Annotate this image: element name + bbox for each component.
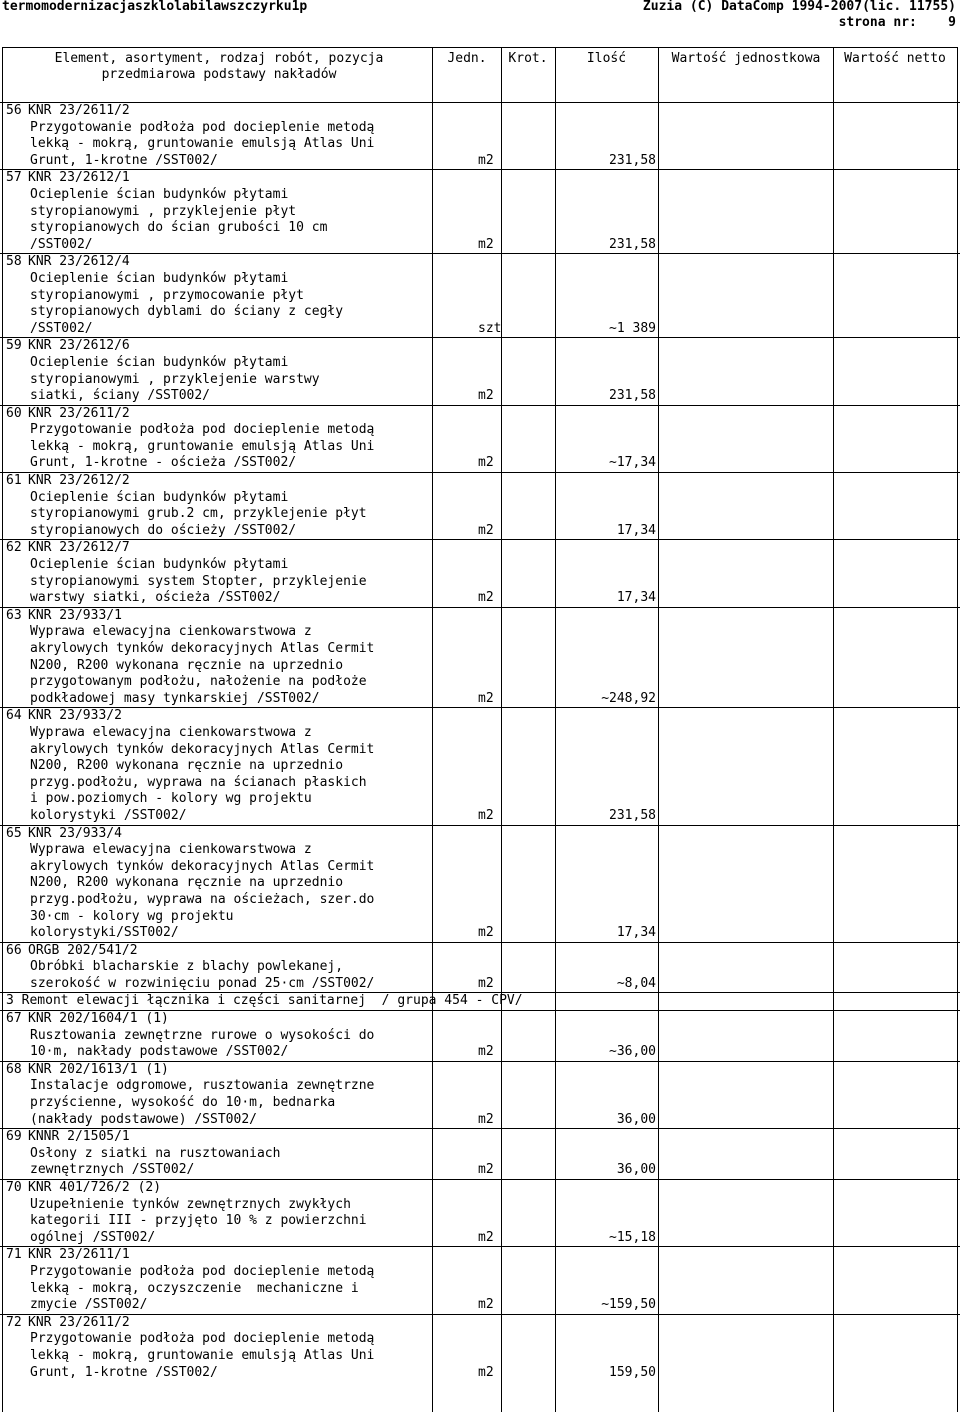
description-line <box>0 271 960 288</box>
description-line <box>0 590 960 607</box>
description-line <box>0 439 960 456</box>
item-code: KNR 202/1604/1 (1) <box>28 1011 169 1027</box>
description-line <box>0 725 960 742</box>
item-number: 66 <box>6 942 22 958</box>
description-line <box>0 641 960 658</box>
item-number: 64 <box>6 708 22 724</box>
description-text: kolorystyki /SST002/ <box>30 807 187 823</box>
quantity-cell: 231,58 <box>609 152 656 168</box>
unit-cell: m2 <box>478 522 494 538</box>
description-line <box>0 136 960 153</box>
description-line <box>0 976 960 993</box>
description-line <box>0 658 960 675</box>
table-row <box>0 942 960 993</box>
description-text: N200, R200 wykonana ręcznie na uprzednio <box>30 875 344 891</box>
description-text: Ocieplenie ścian budynków płytami <box>30 186 289 202</box>
description-text: styropianowych do ścian grubości 10 cm <box>30 220 328 236</box>
quantity-cell: ~15,18 <box>609 1229 656 1245</box>
description-line <box>0 388 960 405</box>
description-line <box>0 237 960 254</box>
description-line <box>0 490 960 507</box>
description-text: lekką - mokrą, gruntowanie emulsją Atlas Uni <box>30 136 375 152</box>
table-row <box>0 405 960 472</box>
description-line <box>0 1044 960 1061</box>
page-number: 9 <box>948 15 956 30</box>
description-line <box>0 859 960 876</box>
item-number: 61 <box>6 473 22 489</box>
row-code-line <box>0 1315 960 1332</box>
page-number-line <box>839 16 956 30</box>
description-line <box>0 153 960 170</box>
unit-cell: m2 <box>478 388 494 404</box>
unit-cell: m2 <box>478 590 494 606</box>
table-row <box>0 1246 960 1313</box>
row-code-line <box>0 943 960 960</box>
quantity-cell: 36,00 <box>616 1162 656 1178</box>
description-line <box>0 959 960 976</box>
description-line <box>0 1365 960 1382</box>
description-text: styropianowymi , przyklejenie warstwy <box>30 371 320 387</box>
document-title: termomodernizacjaszklolabilawszczyrku1p <box>2 0 308 14</box>
row-code-line <box>0 1247 960 1264</box>
quantity-cell: 159,50 <box>609 1364 656 1380</box>
quantity-cell: ~1 389 <box>609 320 656 336</box>
unit-cell: m2 <box>478 1364 494 1380</box>
description-text: podkładowej masy tynkarskiej /SST002/ <box>30 690 320 706</box>
description-line <box>0 288 960 305</box>
row-code-line <box>0 826 960 843</box>
description-line <box>0 1281 960 1298</box>
description-line <box>0 321 960 338</box>
description-text: i pow.poziomych - kolory wg projektu <box>30 791 312 807</box>
item-code: KNR 23/2612/1 <box>28 170 130 186</box>
table-row <box>0 1010 960 1061</box>
description-line <box>0 1095 960 1112</box>
description-text: Rusztowania zewnętrzne rurowe o wysokości do <box>30 1027 375 1043</box>
quantity-cell: 231,58 <box>609 388 656 404</box>
item-number: 60 <box>6 405 22 421</box>
unit-cell: szt <box>478 320 502 336</box>
description-line <box>0 925 960 942</box>
software-info: Zuzia (C) DataComp 1994-2007(lic. 11755) <box>642 0 956 14</box>
quantity-cell: 231,58 <box>609 236 656 252</box>
table-row <box>0 607 960 708</box>
description-line <box>0 909 960 926</box>
item-code: KNNR 2/1505/1 <box>28 1129 130 1145</box>
column-header-short: Krot. <box>508 51 548 66</box>
item-number: 71 <box>6 1247 22 1263</box>
description-line <box>0 1230 960 1247</box>
description-line <box>0 775 960 792</box>
column-header-unit: Jedn. <box>447 51 487 66</box>
item-code: KNR 23/2612/6 <box>28 338 130 354</box>
quantity-cell: ~8,04 <box>616 975 656 991</box>
item-number: 56 <box>6 103 22 118</box>
quantity-cell: ~36,00 <box>609 1044 656 1060</box>
row-code-line <box>0 103 960 120</box>
unit-cell: m2 <box>478 236 494 252</box>
description-line <box>0 523 960 540</box>
unit-cell: m2 <box>478 455 494 471</box>
description-text: styropianowych dyblami do ściany z cegły <box>30 304 344 320</box>
quantity-cell: ~17,34 <box>609 455 656 471</box>
description-text: styropianowymi , przymocowanie płyt <box>30 287 304 303</box>
item-code: KNR 23/933/1 <box>28 607 122 623</box>
description-text: Ocieplenie ścian budynków płytami <box>30 354 289 370</box>
description-text: (nakłady podstawowe) /SST002/ <box>30 1111 257 1127</box>
quantity-cell: 231,58 <box>609 807 656 823</box>
description-text: Wyprawa elewacyjna cienkowarstwowa z <box>30 842 312 858</box>
description-text: Przygotowanie podłoża pod docieplenie metodą <box>30 1331 375 1347</box>
description-line <box>0 204 960 221</box>
unit-cell: m2 <box>478 1044 494 1060</box>
item-number: 63 <box>6 607 22 623</box>
description-line <box>0 355 960 372</box>
description-text: Przygotowanie podłoża pod docieplenie metodą <box>30 119 375 135</box>
row-code-line <box>0 170 960 187</box>
item-code: KNR 23/2611/2 <box>28 405 130 421</box>
row-code-line <box>0 540 960 557</box>
unit-cell: m2 <box>478 975 494 991</box>
table-row <box>0 825 960 942</box>
description-line <box>0 691 960 708</box>
unit-cell: m2 <box>478 1297 494 1313</box>
description-text: Przygotowanie podłoża pod docieplenie metodą <box>30 1263 375 1279</box>
row-code-line <box>0 338 960 355</box>
item-number: 59 <box>6 338 22 354</box>
description-text: lekką - mokrą, gruntowanie emulsją Atlas Uni <box>30 438 375 454</box>
description-text: Ocieplenie ścian budynków płytami <box>30 270 289 286</box>
description-line <box>0 758 960 775</box>
description-line <box>0 1297 960 1314</box>
description-line <box>0 1331 960 1348</box>
item-code: ORGB 202/541/2 <box>28 942 138 958</box>
item-number: 65 <box>6 825 22 841</box>
description-text: lekką - mokrą, oczyszczenie mechaniczne i <box>30 1280 359 1296</box>
description-line <box>0 187 960 204</box>
item-code: KNR 23/2612/4 <box>28 254 130 270</box>
item-number: 57 <box>6 170 22 186</box>
section-title: 3 Remont elewacji łącznika i części sanitarnej / grupa 454 - CPV/ <box>6 993 523 1009</box>
item-code: KNR 401/726/2 (2) <box>28 1180 162 1195</box>
description-text: styropianowych do ościeży /SST002/ <box>30 522 297 538</box>
description-text: Ocieplenie ścian budynków płytami <box>30 557 289 573</box>
table-row <box>0 707 960 824</box>
description-text: przyścienne, wysokość do 10·m, bednarka <box>30 1095 336 1111</box>
quantity-cell: ~159,50 <box>601 1297 656 1313</box>
table-row <box>0 102 960 169</box>
description-line <box>0 372 960 389</box>
description-line <box>0 1028 960 1045</box>
description-line <box>0 1213 960 1230</box>
row-code-line <box>0 1011 960 1028</box>
description-text: Grunt, 1-krotne - ościeża /SST002/ <box>30 455 297 471</box>
description-line <box>0 1197 960 1214</box>
description-text: Uzupełnienie tynków zewnętrznych zwykłych <box>30 1196 351 1212</box>
quantity-cell: 17,34 <box>616 590 656 606</box>
description-line <box>0 808 960 825</box>
table-row <box>0 169 960 253</box>
description-text: 30·cm - kolory wg projektu <box>30 908 234 924</box>
description-text: Grunt, 1-krotne /SST002/ <box>30 1364 218 1380</box>
description-line <box>0 574 960 591</box>
table-row <box>0 1061 960 1128</box>
item-code: KNR 202/1613/1 (1) <box>28 1061 169 1077</box>
description-text: styropianowymi grub.2 cm, przyklejenie płyt <box>30 506 367 522</box>
description-line <box>0 674 960 691</box>
row-code-line <box>0 1180 960 1197</box>
description-text: styropianowymi , przyklejenie płyt <box>30 203 297 219</box>
row-code-line <box>0 708 960 725</box>
description-line <box>0 742 960 759</box>
description-line <box>0 1146 960 1163</box>
table-row <box>0 253 960 337</box>
table-row <box>0 472 960 539</box>
row-code-line <box>0 1062 960 1079</box>
table-row <box>0 539 960 606</box>
row-code-line <box>0 406 960 423</box>
quantity-cell: 36,00 <box>616 1111 656 1127</box>
table-row <box>0 1314 960 1381</box>
unit-cell: m2 <box>478 1229 494 1245</box>
unit-cell: m2 <box>478 690 494 706</box>
description-line <box>0 624 960 641</box>
item-code: KNR 23/933/2 <box>28 708 122 724</box>
description-text: zmycie /SST002/ <box>30 1297 148 1313</box>
description-line <box>0 1348 960 1365</box>
section-row <box>0 992 960 1010</box>
description-text: warstwy siatki, ościeża /SST002/ <box>30 590 281 606</box>
unit-cell: m2 <box>478 807 494 823</box>
description-text: lekką - mokrą, gruntowanie emulsją Atlas Uni <box>30 1347 375 1363</box>
page-label: strona nr: <box>838 15 917 30</box>
column-header-net-value: Wartość netto <box>844 51 946 66</box>
description-text: /SST002/ <box>30 236 93 252</box>
description-text: przyg.podłożu, wyprawa na ościeżach, szer.do <box>30 891 375 907</box>
description-text: kolorystyki/SST002/ <box>30 925 179 941</box>
description-text: kategorii III - przyjęto 10 % z powierzchni <box>30 1213 367 1229</box>
table-top-border <box>2 47 958 48</box>
description-text: Ocieplenie ścian budynków płytami <box>30 489 289 505</box>
description-text: Grunt, 1-krotne /SST002/ <box>30 152 218 168</box>
column-header-quantity: Ilość <box>586 51 627 66</box>
row-code-line <box>0 473 960 490</box>
item-number: 72 <box>6 1314 22 1330</box>
item-number: 58 <box>6 254 22 270</box>
description-text: Osłony z siatki na rusztowaniach <box>30 1145 281 1161</box>
item-code: KNR 23/2612/7 <box>28 540 130 556</box>
item-code: KNR 23/2611/2 <box>28 103 130 118</box>
row-code-line <box>0 608 960 625</box>
item-code: KNR 23/2611/2 <box>28 1314 130 1330</box>
description-text: szerokość w rozwinięciu ponad 25·cm /SST002/ <box>30 975 375 991</box>
column-header-unit-price: Wartość jednostkowa <box>671 51 821 66</box>
item-number: 67 <box>6 1011 22 1027</box>
description-line <box>0 304 960 321</box>
item-code: KNR 23/933/4 <box>28 825 122 841</box>
description-line <box>0 422 960 439</box>
item-number: 68 <box>6 1061 22 1077</box>
table-body <box>0 102 960 1381</box>
unit-cell: m2 <box>478 1162 494 1178</box>
quantity-cell: 17,34 <box>616 925 656 941</box>
quantity-cell: ~248,92 <box>601 690 656 706</box>
unit-cell: m2 <box>478 925 494 941</box>
description-line <box>0 1264 960 1281</box>
description-line <box>0 1162 960 1179</box>
description-line <box>0 120 960 137</box>
description-text: /SST002/ <box>30 320 93 336</box>
item-number: 62 <box>6 540 22 556</box>
description-text: zewnętrznych /SST002/ <box>30 1162 195 1178</box>
description-text: 10·m, nakłady podstawowe /SST002/ <box>30 1044 289 1060</box>
description-text: ogólnej /SST002/ <box>30 1229 156 1245</box>
description-text: akrylowych tynków dekoracyjnych Atlas Cermit <box>30 858 375 874</box>
description-line <box>0 455 960 472</box>
description-line <box>0 791 960 808</box>
table-row <box>0 1179 960 1246</box>
description-text: akrylowych tynków dekoracyjnych Atlas Cermit <box>30 641 375 656</box>
description-line <box>0 220 960 237</box>
description-text: styropianowymi system Stopter, przyklejenie <box>30 573 367 589</box>
row-code-line <box>0 254 960 271</box>
description-text: Instalacje odgromowe, rusztowania zewnętrzne <box>30 1078 375 1094</box>
description-text: N200, R200 wykonana ręcznie na uprzednio <box>30 657 344 673</box>
description-text: N200, R200 wykonana ręcznie na uprzednio <box>30 758 344 774</box>
description-text: przygotowanym podłożu, nałożenie na podłoże <box>30 674 367 690</box>
description-text: akrylowych tynków dekoracyjnych Atlas Cermit <box>30 741 375 757</box>
description-text: Wyprawa elewacyjna cienkowarstwowa z <box>30 724 312 740</box>
unit-cell: m2 <box>478 1111 494 1127</box>
description-text: Przygotowanie podłoża pod docieplenie metodą <box>30 422 375 438</box>
description-text: Obróbki blacharskie z blachy powlekanej, <box>30 959 344 975</box>
description-text: przyg.podłożu, wyprawa na ścianach płaskich <box>30 774 367 790</box>
row-code-line <box>0 1129 960 1146</box>
description-line <box>0 1112 960 1129</box>
description-text: siatki, ściany /SST002/ <box>30 388 211 404</box>
description-line <box>0 875 960 892</box>
item-code: KNR 23/2612/2 <box>28 473 130 489</box>
description-text: Wyprawa elewacyjna cienkowarstwowa z <box>30 624 312 640</box>
description-line <box>0 892 960 909</box>
section-line <box>0 993 960 1010</box>
column-header-element: Element, asortyment, rodzaj robót, pozycja przedmiarowa podstawy nakładów <box>54 51 392 82</box>
description-line <box>0 557 960 574</box>
table-row <box>0 1128 960 1179</box>
description-line <box>0 1078 960 1095</box>
table-row <box>0 337 960 404</box>
item-number: 70 <box>6 1180 22 1195</box>
description-line <box>0 842 960 859</box>
quantity-cell: 17,34 <box>616 522 656 538</box>
item-number: 69 <box>6 1129 22 1145</box>
table-header <box>0 51 960 101</box>
item-code: KNR 23/2611/1 <box>28 1247 130 1263</box>
description-line <box>0 506 960 523</box>
unit-cell: m2 <box>478 152 494 168</box>
